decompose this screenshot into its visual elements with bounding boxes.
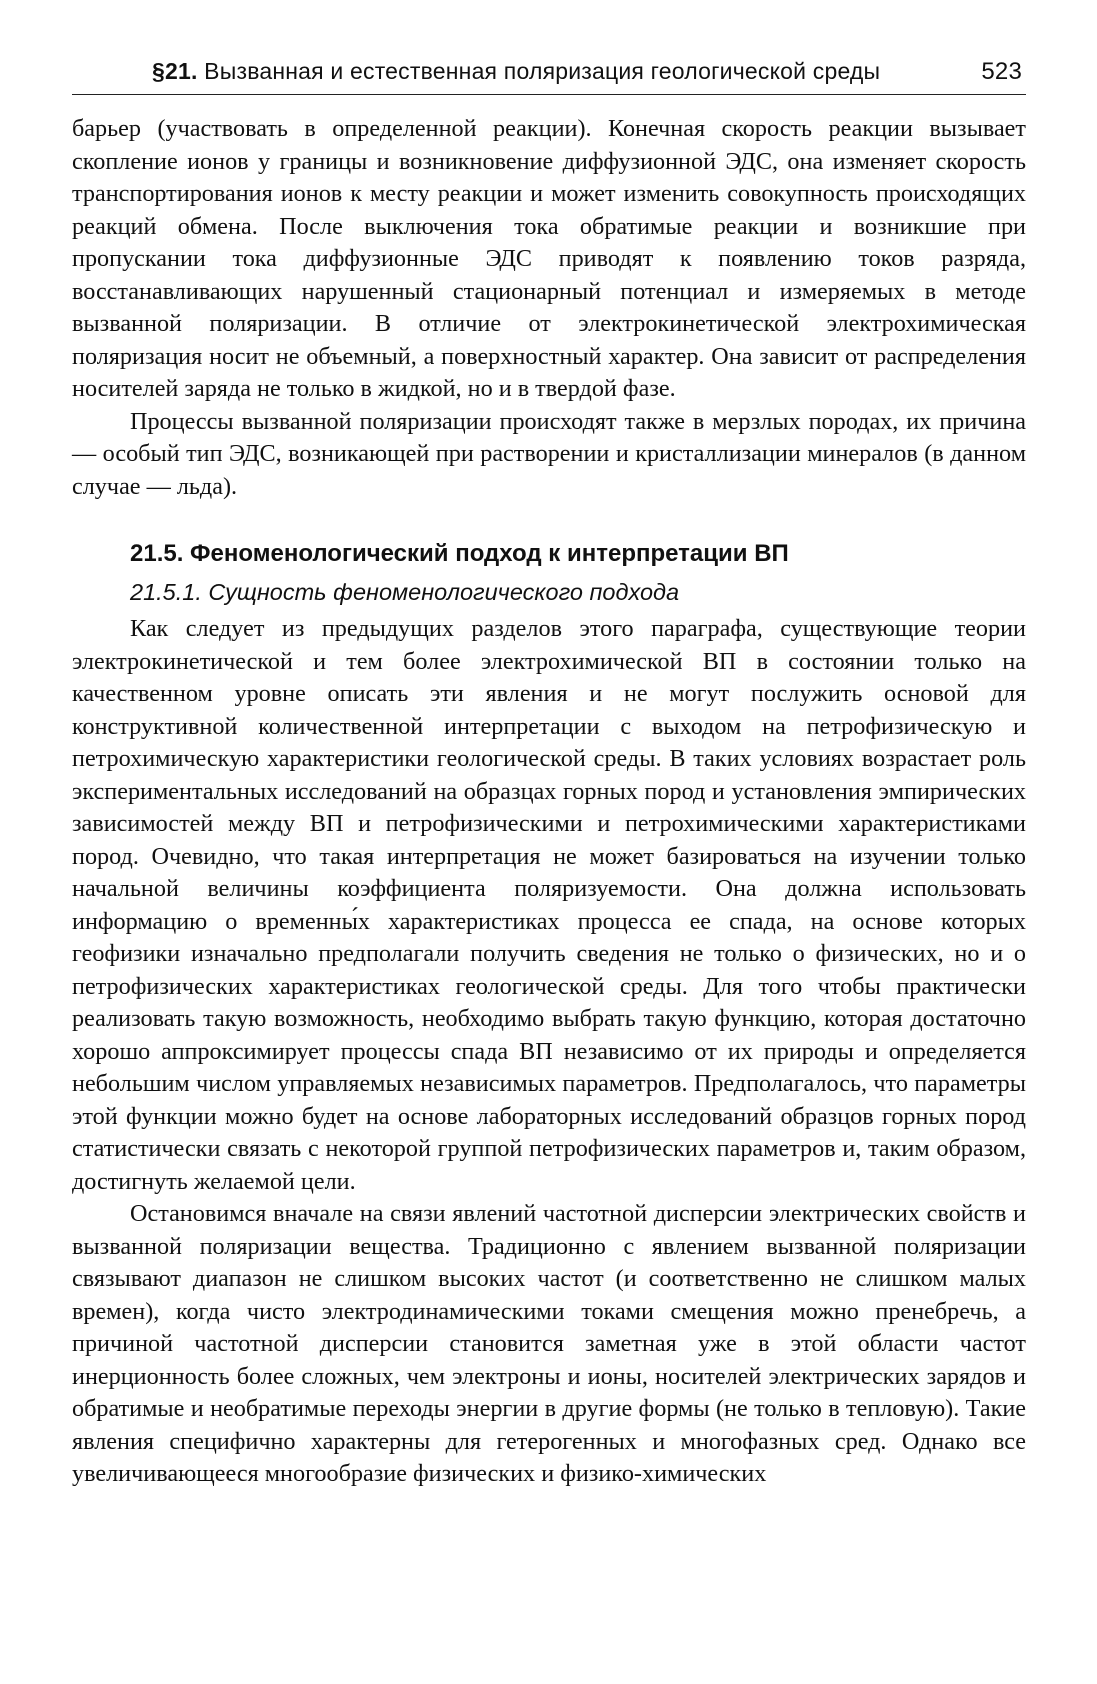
running-title	[152, 58, 880, 85]
header-title: Вызванная и естественная поляризация геологической среды	[204, 58, 881, 84]
running-header	[72, 58, 1026, 95]
paragraph-4: Остановимся вначале на связи явлений частотной дисперсии электрических свойств и вызванной поляризации вещества. Традиционно с явлением вызванной поляризации связывают диапазон не слишком высоких частот (и соответственно не слишком малых времен), когда чисто электродинамическими токами смещения можно пренебречь, а причиной частотной дисперсии становится заметная уже в этой области частот инерционность более сложных, чем электроны и ионы, носителей электрических зарядов и обратимые и необратимые переходы энергии в другие формы (не только в тепловую). Такие явления специфично характерны для гетерогенных и многофазных сред. Однако все увеличивающееся многообразие физических и физико-химических	[72, 1200, 1026, 1487]
subsection-heading: 21.5.1. Сущность феноменологического подхода	[130, 579, 680, 605]
page-number: 523	[981, 58, 1022, 85]
section-mark: §21.	[152, 58, 198, 84]
section-heading: 21.5. Феноменологический подход к интерпретации ВП	[130, 540, 789, 567]
book-page	[72, 58, 1026, 1491]
body-text	[72, 113, 1026, 1491]
paragraph-1: барьер (участвовать в определенной реакции). Конечная скорость реакции вызывает скопление ионов у границы и возникновение диффузионной ЭДС, она изменяет скорость транспортирования ионов к месту реакции и может изменить совокупность происходящих реакций обмена. После выключения тока обратимые реакции и возникшие при пропускании тока диффузионные ЭДС приводят к появлению токов разряда, восстанавливающих нарушенный стационарный потенциал и измеряемых в методе вызванной поляризации. В отличие от электрокинетической электрохимическая поляризация носит не объемный, а поверхностный характер. Она зависит от распределения носителей заряда не только в жидкой, но и в твердой фазе.	[72, 115, 1026, 402]
paragraph-2: Процессы вызванной поляризации происходят также в мерзлых породах, их причина — особый тип ЭДС, возникающей при растворении и кристаллизации минералов (в данном случае — льда).	[72, 407, 1026, 500]
paragraph-3: Как следует из предыдущих разделов этого параграфа, существующие теории электрокинетической и тем более электрохимической ВП в состоянии только на качественном уровне описать эти явления и не могут послужить основой для конструктивной количественной интерпретации с выходом на петрофизическую и петрохимическую характеристики геологической среды. В таких условиях возрастает роль экспериментальных исследований на образцах горных пород и установления эмпирических зависимостей между ВП и петрофизическими и петрохимическими характеристиками пород. Очевидно, что такая интерпретация не может базироваться на изучении только начальной величины коэффициента поляризуемости. Она должна использовать информацию о временны́х характеристиках процесса ее спада, на основе которых геофизики изначально предполагали получить сведения не только о физических, но и о петрофизических характеристиках геологической среды. Для того чтобы практически реализовать такую возможность, необходимо выбрать такую функцию, которая достаточно хорошо аппроксимирует процессы спада ВП независимо от их природы и определяется небольшим числом управляемых независимых параметров. Предполагалось, что параметры этой функции можно будет на основе лабораторных исследований образцов горных пород статистически связать с некоторой группой петрофизических параметров и, таким образом, достигнуть желаемой цели.	[72, 615, 1026, 1195]
